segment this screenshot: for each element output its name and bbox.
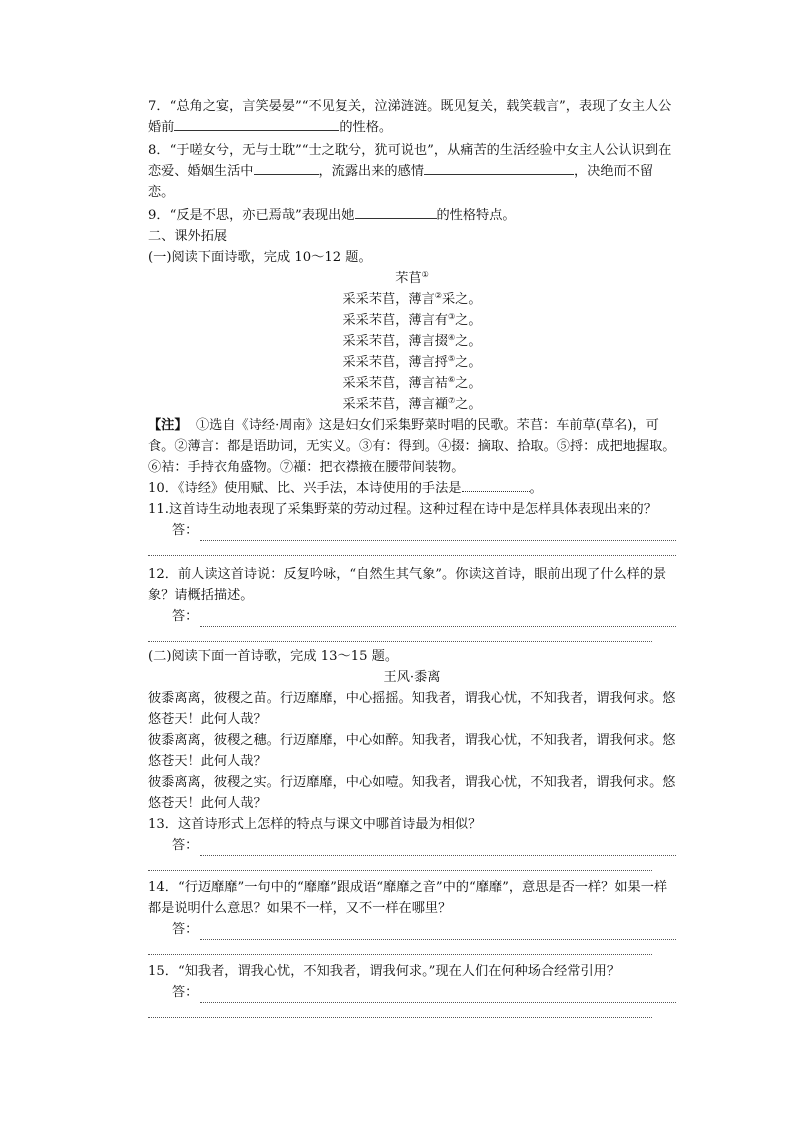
q13-answer-line-2[interactable] — [148, 856, 652, 871]
question-13: 13．这首诗形式上怎样的特点与课文中哪首诗最为相似？ — [148, 817, 482, 832]
q15-answer-line[interactable]: 答： — [148, 982, 676, 1003]
q8-blank-2[interactable] — [424, 173, 574, 175]
poem-line: 采采芣苢，薄言捋⑤之。 — [342, 354, 482, 370]
worksheet-page — [148, 96, 676, 1021]
question-14: 14．“行迈靡靡”一句中的“靡靡”跟成语“靡靡之音”中的“靡靡”，意思是否一样？如果一样都是说明什么意思？如果不一样，又不一样在哪里？ — [148, 880, 668, 916]
q14-answer-line-2[interactable] — [148, 940, 652, 955]
poem-body — [148, 289, 676, 415]
poem-line: 采采芣苢，薄言②采之。 — [342, 291, 482, 307]
q11-answer-line[interactable]: 答： — [148, 520, 676, 541]
question-8: 8．“于嗟女兮，无与士耽”“士之耽兮，犹可说也”，从痛苦的生活经验中女主人公认识到在恋爱、婚姻生活中 ，流露出来的感情 ，决绝而不留恋。 — [148, 143, 672, 200]
q13-answer-line[interactable]: 答： — [148, 835, 676, 856]
poem-line: 采采芣苢，薄言襭⑦之。 — [342, 396, 482, 412]
poem-b-stanza: 彼黍离离，彼稷之穗。行迈靡靡，中心如醉。知我者，谓我心忧，不知我者，谓我何求。悠悠苍天！此何人哉？ — [148, 733, 676, 769]
q11-answer-line-2[interactable] — [148, 541, 676, 556]
poem-b-stanza: 彼黍离离，彼稷之实。行迈靡靡，中心如噎。知我者，谓我心忧，不知我者，谓我何求。悠悠苍天！此何人哉？ — [148, 775, 676, 811]
poem-b-title: 王风·黍离 — [383, 670, 441, 685]
question-12: 12．前人读这首诗说：反复吟咏，“自然生其气象”。你读这首诗，眼前出现了什么样的景象？请概括描述。 — [148, 567, 667, 603]
q9-blank[interactable] — [355, 217, 437, 219]
q10-blank[interactable] — [462, 490, 530, 492]
q8-blank-1[interactable] — [254, 173, 319, 175]
q12-answer-line[interactable]: 答： — [148, 606, 676, 627]
question-10: 10．《诗经》使用赋、比、兴手法，本诗使用的手法是 。 — [148, 481, 543, 496]
question-7: 7．“总角之宴，言笑晏晏”“不见复关，泣涕涟涟。既见复关，载笑载言”，表现了女主人公婚前 的性格。 — [148, 99, 672, 135]
question-11: 11.这首诗生动地表现了采集野菜的劳动过程。这种过程在诗中是怎样具体表现出来的？ — [148, 502, 657, 517]
poem-line: 采采芣苢，薄言有③之。 — [342, 312, 482, 328]
poem-line: 采采芣苢，薄言袺⑥之。 — [342, 375, 482, 391]
q14-answer-line[interactable]: 答： — [148, 919, 676, 940]
poem-notes: 【注】 ①选自《诗经·周南》这是妇女们采集野菜时唱的民歌。芣苢：车前草(草名)，可食。②薄言：都是语助词，无实义。③有：得到。④掇：摘取、拾取。⑤捋：成把地握取。⑥袺：手持衣角盛物。⑦襭：把衣襟掖在腰带间装物。 — [148, 418, 676, 475]
question-9: 9．“反是不思，亦已焉哉”表现出她 的性格特点。 — [148, 208, 516, 223]
part-b-intro: (二)阅读下面一首诗歌，完成 13～15 题。 — [148, 649, 399, 664]
question-15: 15．“知我者，谓我心忧，不知我者，谓我何求。”现在人们在何种场合经常引用？ — [148, 964, 621, 979]
poem-title: 芣苢① — [395, 270, 429, 286]
poem-line: 采采芣苢，薄言掇④之。 — [342, 333, 482, 349]
q12-answer-line-2[interactable] — [148, 627, 652, 642]
poem-b-stanza: 彼黍离离，彼稷之苗。行迈靡靡，中心摇摇。知我者，谓我心忧，不知我者，谓我何求。悠悠苍天！此何人哉？ — [148, 691, 676, 727]
q7-blank[interactable] — [174, 129, 339, 131]
part-a-intro: (一)阅读下面诗歌，完成 10～12 题。 — [148, 250, 372, 265]
q15-answer-line-2[interactable] — [148, 1003, 652, 1018]
section-heading: 二、课外拓展 — [148, 229, 228, 244]
